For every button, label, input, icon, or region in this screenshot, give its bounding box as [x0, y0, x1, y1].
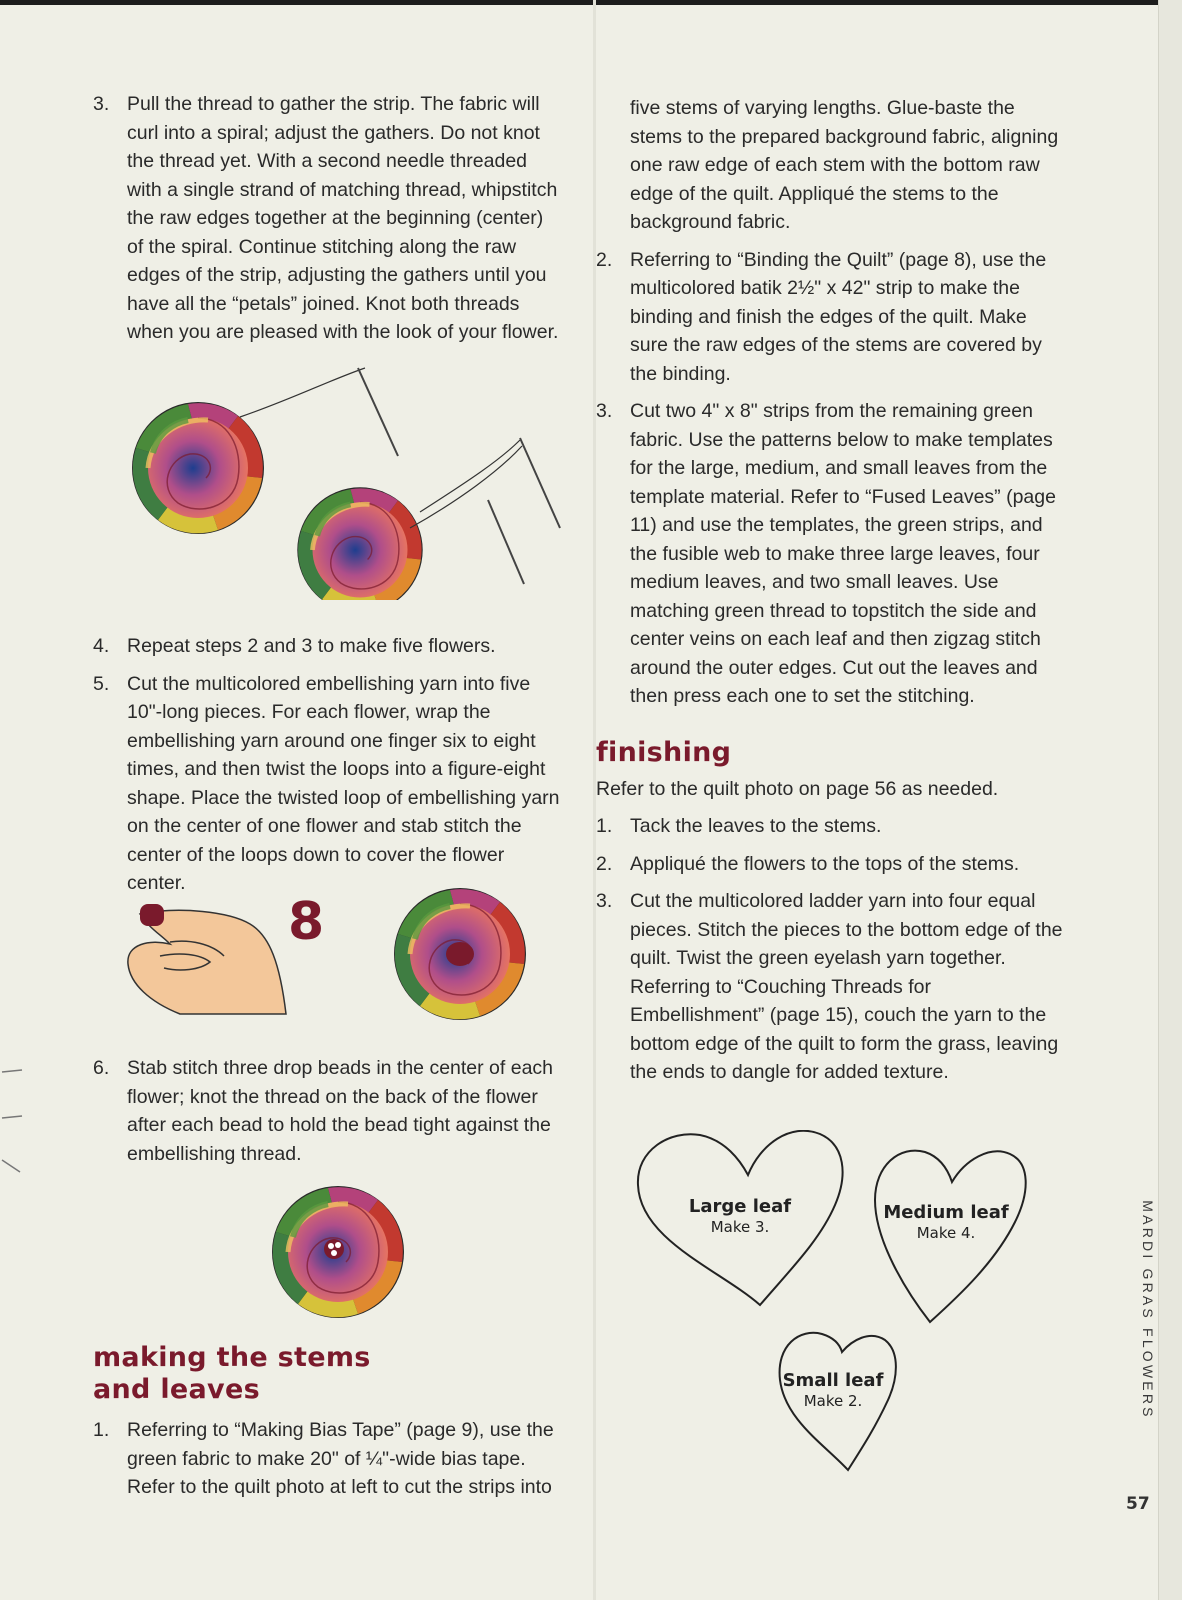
step-number: 2. — [596, 852, 613, 875]
yarn-loop-illustration — [120, 884, 540, 1024]
left-column — [93, 90, 563, 356]
step-text: Stab stitch three drop beads in the center of each flower; knot the thread on the back of the flower after each bead to hold the bead tight against the embellishing thread. — [127, 1057, 554, 1165]
medium-leaf-count: Make 4. — [916, 1224, 976, 1242]
medium-leaf-name: Medium leaf — [883, 1202, 1009, 1223]
left-column-steps-4-5 — [93, 632, 563, 907]
step-number: 1. — [93, 1419, 110, 1441]
section-heading-finishing: finishing — [596, 736, 732, 768]
page-edge — [1158, 0, 1182, 1600]
step-text: Referring to “Making Bias Tape” (page 9), use the green fabric to make 20" of ¼"-wide bias tape. Refer to the quilt photo at left to cut the strips into — [127, 1419, 554, 1498]
step-number: 3. — [596, 890, 613, 912]
step-number: 4. — [93, 635, 110, 657]
page-edge-marks — [0, 1060, 30, 1190]
large-leaf-name: Large leaf — [688, 1196, 792, 1217]
step-number: 5. — [93, 672, 110, 695]
step-number: 2. — [596, 248, 613, 271]
step-number: 3. — [93, 93, 110, 115]
step-number: 1. — [596, 815, 613, 837]
medium-leaf-pattern — [875, 1151, 1026, 1322]
step-text: Repeat steps 2 and 3 to make five flowers. — [127, 635, 496, 657]
step-6 — [93, 1054, 563, 1168]
small-leaf-count: Make 2. — [803, 1392, 863, 1410]
large-leaf-pattern — [638, 1131, 843, 1305]
stems-leaves-section — [93, 1342, 563, 1511]
step-number: 6. — [93, 1057, 110, 1079]
running-title: MARDI GRAS FLOWERS — [1140, 1200, 1156, 1420]
leaf-patterns — [630, 1130, 1050, 1490]
step-text: Referring to “Binding the Quilt” (page 8), use the multicolored batik 2½" x 42" strip to make the binding and finish the edges of the quilt. Make sure the raw edges of the stems are covered by the binding. — [630, 248, 1047, 385]
page-top-border — [0, 0, 1182, 5]
step-3-gather — [93, 90, 563, 347]
step-text: Pull the thread to gather the strip. The fabric will curl into a spiral; adjust the gathers. Do not knot the thread yet. With a second needle threaded with a single strand of matching thread, whipstitch the raw edges together at the beginning (center) of the spiral. Continue stitching along the raw edges of the strip, adjusting the gathers until you have all the “petals” joined. Knot both threads when you are pleased with the look of your flower. — [127, 93, 559, 343]
stems-step-2 — [596, 246, 1064, 389]
figure-eight-label: 8 — [288, 892, 325, 952]
finishing-intro: Refer to the quilt photo on page 56 as needed. — [596, 777, 999, 800]
stems-step-1 — [93, 1416, 563, 1502]
small-leaf-name: Small leaf — [782, 1370, 884, 1391]
step-text: Appliqué the flowers to the tops of the stems. — [630, 852, 1020, 875]
finishing-step-2 — [596, 850, 1064, 879]
left-column-step-6 — [93, 1054, 563, 1177]
step-text: Cut two 4" x 8" strips from the remaining green fabric. Use the patterns below to make templates for the large, medium, and small leaves from the template material. Refer to “Fused Leaves” (page 11) and use the templates, the green strips, and the fusible web to make three large leaves, four medium leaves, and two small leaves. Use matching green thread to topstitch the side and center veins on each leaf and then zigzag stitch around the outer edges. Cut out the leaves and then press each one to set the stitching. — [630, 400, 1056, 707]
finishing-step-1 — [596, 812, 1064, 841]
beaded-flower-illustration — [270, 1184, 406, 1320]
gathered-flowers-illustration — [120, 360, 580, 600]
step-text: Cut the multicolored ladder yarn into four equal pieces. Stitch the pieces to the bottom edge of the quilt. Twist the green eyelash yarn together. Referring to “Couching Threads for Embellishment” (page 15), couch the yarn to the bottom edge of the quilt to form the grass, leaving the ends to dangle for added texture. — [630, 890, 1063, 1083]
section-heading-stems-leaves: making the stems and leaves — [93, 1342, 371, 1405]
stems-step-1-continued: five stems of varying lengths. Glue-baste the stems to the prepared background fabric, aligning one raw edge of each stem with the bottom raw edge of the quilt. Appliqué the stems to the background fabric. — [630, 97, 1059, 233]
step-text: Cut the multicolored embellishing yarn into five 10"-long pieces. For each flower, wrap the embellishing yarn around one finger six to eight times, and then twist the loops into a figure-eight shape. Place the twisted loop of embellishing yarn on the center of one flower and stab stitch the center of the loops down to cover the flower center. — [127, 672, 560, 894]
small-leaf-pattern — [780, 1333, 896, 1470]
stems-step-3 — [596, 397, 1064, 711]
large-leaf-count: Make 3. — [710, 1218, 770, 1236]
finishing-step-3 — [596, 887, 1064, 1087]
step-4 — [93, 632, 563, 661]
right-column — [596, 94, 1064, 1096]
page-number: 57 — [1126, 1494, 1150, 1514]
step-text: Tack the leaves to the stems. — [630, 815, 882, 837]
step-number: 3. — [596, 400, 613, 422]
step-5 — [93, 670, 563, 898]
